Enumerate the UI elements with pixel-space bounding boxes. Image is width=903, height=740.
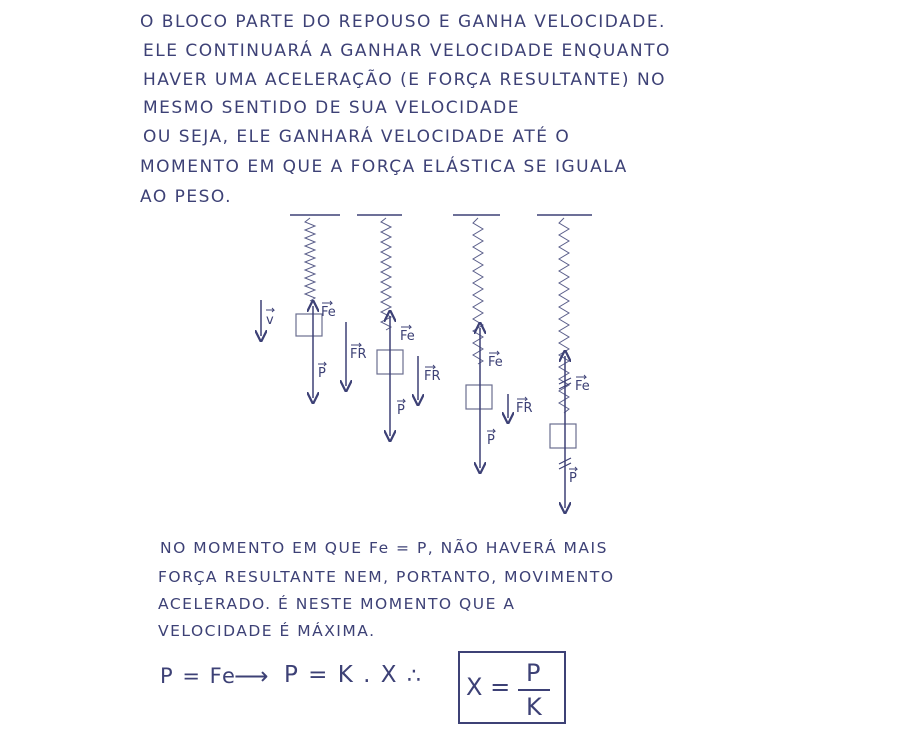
label-fr-3: FR — [516, 401, 533, 416]
label-fe-4: Fe — [575, 379, 590, 394]
result-denominator: K — [526, 693, 542, 721]
result-lhs: X = — [466, 673, 511, 701]
eq-left: P = Fe — [160, 664, 237, 688]
label-fe-1: Fe — [321, 305, 336, 320]
label-v: v — [266, 313, 274, 328]
top-line-6: MOMENTO EM QUE A FORÇA ELÁSTICA SE IGUALA — [140, 157, 628, 177]
bottom-line-4: VELOCIDADE É MÁXIMA. — [158, 622, 376, 640]
label-fe-2: Fe — [400, 329, 415, 344]
top-line-4: MESMO SENTIDO DE SUA VELOCIDADE — [143, 98, 520, 118]
result-box — [458, 651, 566, 724]
spring-2 — [381, 218, 391, 330]
top-line-5: OU SEJA, ELE GANHARÁ VELOCIDADE ATÉ O — [143, 127, 571, 147]
label-fr-2: FR — [424, 369, 441, 384]
label-p-1: P — [318, 366, 326, 381]
eq-arrow: ⟶ — [234, 662, 270, 690]
fraction-bar — [518, 689, 550, 691]
bottom-line-3: ACELERADO. É NESTE MOMENTO QUE A — [158, 595, 516, 613]
eq-middle: P = K . X — [284, 662, 399, 688]
spring-3 — [473, 218, 483, 364]
spring-1 — [305, 218, 315, 301]
label-p-2: P — [397, 403, 405, 418]
block-4 — [550, 424, 576, 448]
top-line-2: ELE CONTINUARÁ A GANHAR VELOCIDADE ENQUANTO — [143, 41, 671, 61]
label-fe-3: Fe — [488, 355, 503, 370]
bottom-line-1: NO MOMENTO EM QUE Fe = P, NÃO HAVERÁ MAIS — [160, 539, 608, 557]
label-p-4: P — [569, 471, 577, 486]
eq-therefore: ∴ — [407, 664, 423, 689]
top-line-3: HAVER UMA ACELERAÇÃO (E FORÇA RESULTANTE) NO — [143, 70, 667, 90]
block-3 — [466, 385, 492, 409]
label-fr-1: FR — [350, 347, 367, 362]
block-1 — [296, 314, 322, 336]
top-line-7: AO PESO. — [140, 187, 232, 207]
label-p-3: P — [487, 433, 495, 448]
top-line-1: O BLOCO PARTE DO REPOUSO E GANHA VELOCIDADE. — [140, 12, 666, 32]
bottom-line-2: FORÇA RESULTANTE NEM, PORTANTO, MOVIMENTO — [158, 568, 615, 586]
result-numerator: P — [526, 659, 541, 687]
